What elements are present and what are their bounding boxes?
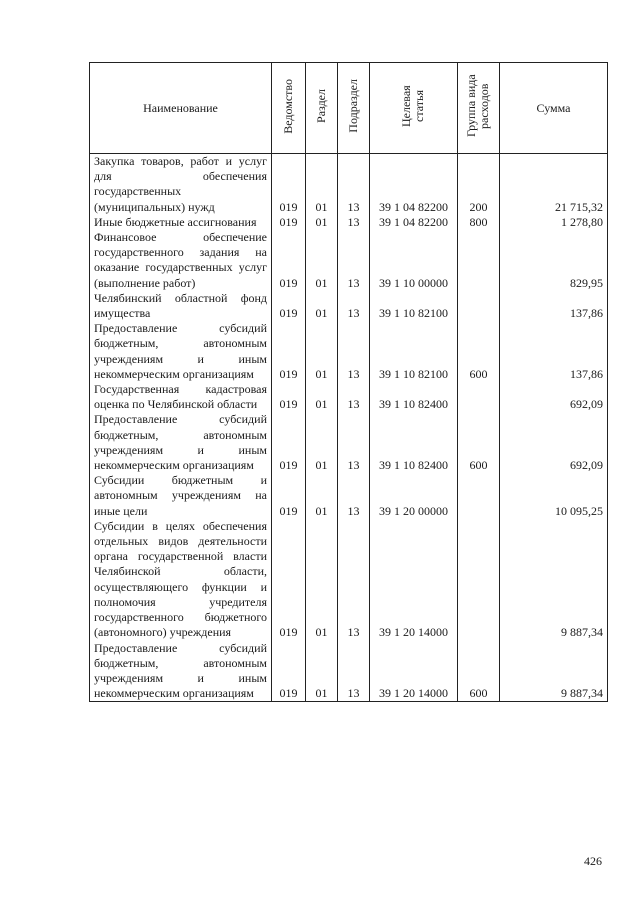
cell-target-line: 39 1 04 82200 xyxy=(370,215,458,230)
cell-name: Предоставление субсидий бюджетным, автономным учреждениям и иным некоммерческим организациям xyxy=(90,641,272,702)
table-row xyxy=(90,154,608,215)
cell-department: 019 xyxy=(272,154,306,215)
cell-expense-group xyxy=(458,473,500,519)
table-row xyxy=(90,641,608,702)
header-section: Раздел xyxy=(306,63,338,154)
table-row xyxy=(90,473,608,519)
cell-subsection: 13 xyxy=(338,641,370,702)
cell-amount: 10 095,25 xyxy=(500,473,608,519)
table-body xyxy=(90,154,608,702)
page-number: 426 xyxy=(584,854,602,868)
cell-subsection: 13 xyxy=(338,230,370,291)
cell-department: 019 xyxy=(272,382,306,412)
cell-department: 019 xyxy=(272,473,306,519)
cell-expense-group xyxy=(458,291,500,321)
cell-amount: 9 887,34 xyxy=(500,641,608,702)
cell-name: Закупка товаров, работ и услуг для обеспечения государственных (муниципальных) нужд xyxy=(90,154,272,215)
cell-expense-group: 600 xyxy=(458,641,500,702)
header-subsection: Подраздел xyxy=(338,63,370,154)
cell-name: Государственная кадастровая оценка по Челябинской области xyxy=(90,382,272,412)
cell-subsection: 13 xyxy=(338,473,370,519)
table-row xyxy=(90,321,608,382)
cell-target-line: 39 1 20 00000 xyxy=(370,473,458,519)
cell-department: 019 xyxy=(272,641,306,702)
cell-section: 01 xyxy=(306,215,338,230)
cell-section: 01 xyxy=(306,641,338,702)
cell-expense-group xyxy=(458,382,500,412)
table-row xyxy=(90,291,608,321)
cell-target-line: 39 1 10 82400 xyxy=(370,382,458,412)
cell-department: 019 xyxy=(272,412,306,473)
cell-name: Челябинский областной фонд имущества xyxy=(90,291,272,321)
table-row xyxy=(90,519,608,641)
cell-name: Иные бюджетные ассигнования xyxy=(90,215,272,230)
cell-section: 01 xyxy=(306,154,338,215)
cell-section: 01 xyxy=(306,230,338,291)
cell-name: Финансовое обеспечение государственного задания на оказание государственных услуг (выполнение работ) xyxy=(90,230,272,291)
table-row xyxy=(90,215,608,230)
cell-section: 01 xyxy=(306,473,338,519)
cell-amount: 9 887,34 xyxy=(500,519,608,641)
cell-name: Субсидии бюджетным и автономным учреждениям на иные цели xyxy=(90,473,272,519)
cell-department: 019 xyxy=(272,215,306,230)
cell-amount: 829,95 xyxy=(500,230,608,291)
cell-expense-group xyxy=(458,519,500,641)
table-header-row xyxy=(90,63,608,154)
table-row xyxy=(90,382,608,412)
cell-target-line: 39 1 20 14000 xyxy=(370,519,458,641)
cell-subsection: 13 xyxy=(338,215,370,230)
cell-section: 01 xyxy=(306,519,338,641)
cell-expense-group xyxy=(458,230,500,291)
header-name: Наименование xyxy=(90,63,272,154)
cell-expense-group: 600 xyxy=(458,321,500,382)
cell-department: 019 xyxy=(272,519,306,641)
cell-expense-group: 600 xyxy=(458,412,500,473)
cell-subsection: 13 xyxy=(338,519,370,641)
cell-department: 019 xyxy=(272,291,306,321)
cell-target-line: 39 1 10 00000 xyxy=(370,230,458,291)
table-row xyxy=(90,230,608,291)
cell-subsection: 13 xyxy=(338,382,370,412)
cell-amount: 692,09 xyxy=(500,412,608,473)
cell-target-line: 39 1 10 82100 xyxy=(370,321,458,382)
cell-section: 01 xyxy=(306,382,338,412)
cell-expense-group: 800 xyxy=(458,215,500,230)
cell-amount: 137,86 xyxy=(500,291,608,321)
cell-section: 01 xyxy=(306,291,338,321)
cell-subsection: 13 xyxy=(338,291,370,321)
cell-amount: 1 278,80 xyxy=(500,215,608,230)
cell-amount: 692,09 xyxy=(500,382,608,412)
header-amount: Сумма xyxy=(500,63,608,154)
cell-name: Субсидии в целях обеспечения отдельных видов деятельности органа государственной власти Челябинской области, осуществляющего функции и полномочия учредителя государственного бюджетного (автономного) учреждения xyxy=(90,519,272,641)
cell-department: 019 xyxy=(272,230,306,291)
cell-subsection: 13 xyxy=(338,321,370,382)
header-expense-group: Группа вида расходов xyxy=(458,63,500,154)
cell-section: 01 xyxy=(306,321,338,382)
cell-subsection: 13 xyxy=(338,412,370,473)
cell-target-line: 39 1 04 82200 xyxy=(370,154,458,215)
cell-target-line: 39 1 10 82100 xyxy=(370,291,458,321)
budget-table xyxy=(89,62,608,702)
header-target-line: Целевая статья xyxy=(370,63,458,154)
cell-amount: 21 715,32 xyxy=(500,154,608,215)
cell-name: Предоставление субсидий бюджетным, автономным учреждениям и иным некоммерческим организациям xyxy=(90,412,272,473)
table-row xyxy=(90,412,608,473)
cell-subsection: 13 xyxy=(338,154,370,215)
header-department: Ведомство xyxy=(272,63,306,154)
cell-department: 019 xyxy=(272,321,306,382)
cell-expense-group: 200 xyxy=(458,154,500,215)
cell-amount: 137,86 xyxy=(500,321,608,382)
cell-target-line: 39 1 10 82400 xyxy=(370,412,458,473)
cell-section: 01 xyxy=(306,412,338,473)
cell-name: Предоставление субсидий бюджетным, автономным учреждениям и иным некоммерческим организациям xyxy=(90,321,272,382)
cell-target-line: 39 1 20 14000 xyxy=(370,641,458,702)
